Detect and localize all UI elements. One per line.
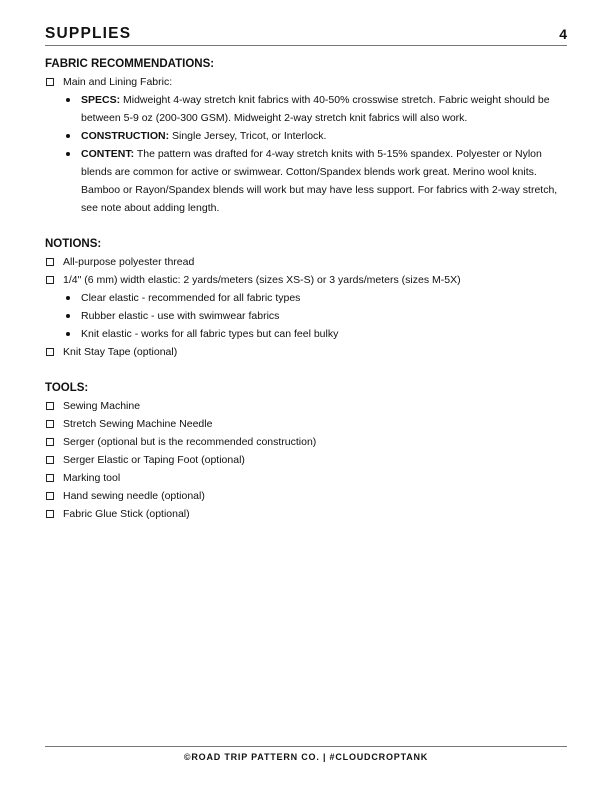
checklist-item-thread	[45, 253, 575, 271]
construction-label: CONSTRUCTION:	[81, 130, 170, 142]
checklist-item-fabric	[45, 73, 575, 91]
bullet-item-label: Rubber elastic - use with swimwear fabrics	[81, 310, 280, 322]
checklist-item-tool	[45, 415, 575, 433]
checklist-item-label: Stretch Sewing Machine Needle	[63, 418, 213, 430]
bullet-item-construction	[45, 127, 575, 145]
bullet-icon	[66, 296, 70, 300]
checklist-item-tool	[45, 487, 575, 505]
checklist-item-label: Hand sewing needle (optional)	[63, 490, 205, 502]
bullet-icon	[66, 332, 70, 336]
checklist-item-label: Serger Elastic or Taping Foot (optional)	[63, 454, 245, 466]
checklist-item-label: 1/4" (6 mm) width elastic: 2 yards/meters (sizes XS-S) or 3 yards/meters (sizes M-5X)	[63, 274, 461, 286]
bullet-item-elastic-option	[45, 325, 575, 343]
checklist-item-elastic	[45, 271, 575, 289]
bullet-icon	[66, 152, 70, 156]
checklist-item-label: Knit Stay Tape (optional)	[63, 346, 178, 358]
checkbox-icon	[46, 402, 54, 410]
bullet-item-label: Clear elastic - recommended for all fabric types	[81, 292, 301, 304]
bullet-icon	[66, 134, 70, 138]
checkbox-icon	[46, 438, 54, 446]
checklist-item-tool	[45, 397, 575, 415]
checklist-item-label: Sewing Machine	[63, 400, 141, 412]
page-content	[45, 55, 575, 523]
bullet-item-label: Knit elastic - works for all fabric types but can feel bulky	[81, 328, 339, 340]
checklist-item-label: Serger (optional but is the recommended construction)	[63, 436, 317, 448]
checklist-item-stay-tape	[45, 343, 575, 361]
checkbox-icon	[46, 420, 54, 428]
checklist-item-label: Fabric Glue Stick (optional)	[63, 508, 190, 520]
checkbox-icon	[46, 510, 54, 518]
checkbox-icon	[46, 348, 54, 356]
bullet-item-elastic-option	[45, 307, 575, 325]
checklist-item-label: All-purpose polyester thread	[63, 256, 195, 268]
page-footer: ©ROAD TRIP PATTERN CO. | #CLOUDCROPTANK	[183, 752, 429, 762]
checklist-item-tool	[45, 433, 575, 451]
footer-divider	[45, 746, 567, 747]
bullet-icon	[66, 314, 70, 318]
checkbox-icon	[46, 474, 54, 482]
content-label: CONTENT:	[81, 148, 135, 160]
content-text: The pattern was drafted for 4-way stretch knits with 5-15% spandex. Polyester or Nylon blends are common for active or swimwear. Cotton/Spandex blends work great. Merino wool knits. Bamboo or Rayon/Spandex blends will work but may have less support. For fabrics with 2-way stretch, see note about adding length.	[81, 148, 558, 214]
construction-text: Single Jersey, Tricot, or Interlock.	[172, 130, 327, 142]
checklist-item-tool	[45, 451, 575, 469]
page-number: 4	[559, 26, 567, 42]
bullet-item-content	[45, 145, 575, 217]
page-header	[45, 25, 567, 46]
checklist-item-tool	[45, 505, 575, 523]
bullet-icon	[66, 98, 70, 102]
fabric-heading: FABRIC RECOMMENDATIONS:	[45, 58, 215, 70]
specs-label: SPECS:	[81, 94, 121, 106]
page-title: SUPPLIES	[45, 25, 132, 42]
checkbox-icon	[46, 258, 54, 266]
checkbox-icon	[46, 78, 54, 86]
checklist-item-tool	[45, 469, 575, 487]
bullet-item-elastic-option	[45, 289, 575, 307]
checklist-item-label: Main and Lining Fabric:	[63, 76, 173, 88]
tools-heading: TOOLS:	[45, 382, 89, 394]
bullet-item-specs	[45, 91, 575, 127]
checkbox-icon	[46, 456, 54, 464]
specs-text: Midweight 4-way stretch knit fabrics with 40-50% crosswise stretch. Fabric weight should be between 5-9 oz (200-300 GSM). Midweight 2-way stretch knit fabrics will also work.	[81, 94, 550, 124]
checkbox-icon	[46, 492, 54, 500]
notions-heading: NOTIONS:	[45, 238, 102, 250]
checkbox-icon	[46, 276, 54, 284]
checklist-item-label: Marking tool	[63, 472, 121, 484]
